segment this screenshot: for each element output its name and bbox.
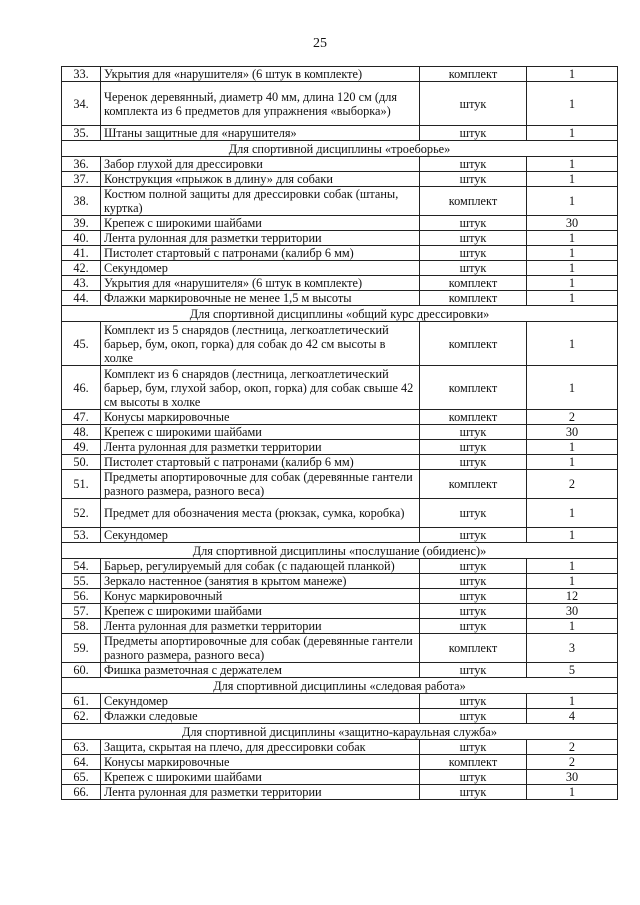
quantity: 1 bbox=[527, 574, 618, 589]
quantity: 1 bbox=[527, 559, 618, 574]
row-number: 44. bbox=[62, 291, 101, 306]
quantity: 1 bbox=[527, 246, 618, 261]
unit-of-measure: штук bbox=[420, 785, 527, 800]
unit-of-measure: штук bbox=[420, 770, 527, 785]
unit-of-measure: штук bbox=[420, 172, 527, 187]
quantity: 5 bbox=[527, 663, 618, 678]
table-row bbox=[62, 455, 618, 470]
section-title: Для спортивной дисциплины «послушание (обидиенс)» bbox=[62, 543, 618, 559]
row-number: 62. bbox=[62, 709, 101, 724]
quantity: 1 bbox=[527, 67, 618, 82]
table-row bbox=[62, 604, 618, 619]
table-row bbox=[62, 291, 618, 306]
row-number: 42. bbox=[62, 261, 101, 276]
quantity: 1 bbox=[527, 440, 618, 455]
quantity: 1 bbox=[527, 619, 618, 634]
table-row bbox=[62, 231, 618, 246]
section-header-row bbox=[62, 543, 618, 559]
row-number: 43. bbox=[62, 276, 101, 291]
unit-of-measure: штук bbox=[420, 157, 527, 172]
row-number: 40. bbox=[62, 231, 101, 246]
row-number: 57. bbox=[62, 604, 101, 619]
row-number: 58. bbox=[62, 619, 101, 634]
quantity: 1 bbox=[527, 126, 618, 141]
quantity: 30 bbox=[527, 425, 618, 440]
unit-of-measure: штук bbox=[420, 574, 527, 589]
unit-of-measure: штук bbox=[420, 246, 527, 261]
table-row bbox=[62, 528, 618, 543]
table-row bbox=[62, 755, 618, 770]
item-name: Конус маркировочный bbox=[101, 589, 420, 604]
quantity: 1 bbox=[527, 366, 618, 410]
unit-of-measure: штук bbox=[420, 82, 527, 126]
item-name: Предметы апортировочные для собак (деревянные гантели разного размера, разного веса) bbox=[101, 634, 420, 663]
item-name: Барьер, регулируемый для собак (с падающей планкой) bbox=[101, 559, 420, 574]
item-name: Крепеж с широкими шайбами bbox=[101, 770, 420, 785]
row-number: 35. bbox=[62, 126, 101, 141]
unit-of-measure: комплект bbox=[420, 187, 527, 216]
unit-of-measure: комплект bbox=[420, 322, 527, 366]
quantity: 30 bbox=[527, 770, 618, 785]
table-row bbox=[62, 770, 618, 785]
row-number: 39. bbox=[62, 216, 101, 231]
table-row bbox=[62, 410, 618, 425]
unit-of-measure: штук bbox=[420, 589, 527, 604]
quantity: 1 bbox=[527, 172, 618, 187]
unit-of-measure: штук bbox=[420, 440, 527, 455]
unit-of-measure: комплект bbox=[420, 67, 527, 82]
table-row bbox=[62, 172, 618, 187]
row-number: 48. bbox=[62, 425, 101, 440]
item-name: Штаны защитные для «нарушителя» bbox=[101, 126, 420, 141]
table-row bbox=[62, 634, 618, 663]
item-name: Укрытия для «нарушителя» (6 штук в комплекте) bbox=[101, 276, 420, 291]
item-name: Крепеж с широкими шайбами bbox=[101, 604, 420, 619]
table-body bbox=[62, 67, 618, 800]
quantity: 2 bbox=[527, 410, 618, 425]
quantity: 1 bbox=[527, 528, 618, 543]
table-row bbox=[62, 82, 618, 126]
section-header-row bbox=[62, 678, 618, 694]
table-row bbox=[62, 187, 618, 216]
row-number: 60. bbox=[62, 663, 101, 678]
quantity: 1 bbox=[527, 231, 618, 246]
quantity: 1 bbox=[527, 276, 618, 291]
item-name: Лента рулонная для разметки территории bbox=[101, 619, 420, 634]
table-row bbox=[62, 67, 618, 82]
item-name: Фишка разметочная с держателем bbox=[101, 663, 420, 678]
section-title: Для спортивной дисциплины «троеборье» bbox=[62, 141, 618, 157]
row-number: 55. bbox=[62, 574, 101, 589]
table-row bbox=[62, 261, 618, 276]
equipment-table bbox=[61, 66, 618, 800]
quantity: 1 bbox=[527, 499, 618, 528]
unit-of-measure: штук bbox=[420, 559, 527, 574]
table-row bbox=[62, 216, 618, 231]
table-row bbox=[62, 709, 618, 724]
quantity: 1 bbox=[527, 187, 618, 216]
row-number: 47. bbox=[62, 410, 101, 425]
item-name: Защита, скрытая на плечо, для дрессировки собак bbox=[101, 740, 420, 755]
item-name: Флажки маркировочные не менее 1,5 м высоты bbox=[101, 291, 420, 306]
row-number: 36. bbox=[62, 157, 101, 172]
unit-of-measure: штук bbox=[420, 499, 527, 528]
item-name: Пистолет стартовый с патронами (калибр 6 мм) bbox=[101, 455, 420, 470]
item-name: Забор глухой для дрессировки bbox=[101, 157, 420, 172]
item-name: Флажки следовые bbox=[101, 709, 420, 724]
item-name: Укрытия для «нарушителя» (6 штук в комплекте) bbox=[101, 67, 420, 82]
row-number: 54. bbox=[62, 559, 101, 574]
table-row bbox=[62, 663, 618, 678]
row-number: 33. bbox=[62, 67, 101, 82]
table-row bbox=[62, 559, 618, 574]
table-row bbox=[62, 126, 618, 141]
unit-of-measure: комплект bbox=[420, 755, 527, 770]
row-number: 61. bbox=[62, 694, 101, 709]
row-number: 45. bbox=[62, 322, 101, 366]
item-name: Секундомер bbox=[101, 694, 420, 709]
table-row bbox=[62, 276, 618, 291]
table-row bbox=[62, 740, 618, 755]
table-row bbox=[62, 499, 618, 528]
unit-of-measure: штук bbox=[420, 425, 527, 440]
quantity: 1 bbox=[527, 157, 618, 172]
row-number: 64. bbox=[62, 755, 101, 770]
item-name: Комплект из 6 снарядов (лестница, легкоатлетический барьер, бум, глухой забор, окоп, горка) для собак свыше 42 см высоты в холке bbox=[101, 366, 420, 410]
row-number: 34. bbox=[62, 82, 101, 126]
item-name: Лента рулонная для разметки территории bbox=[101, 440, 420, 455]
item-name: Зеркало настенное (занятия в крытом манеже) bbox=[101, 574, 420, 589]
quantity: 1 bbox=[527, 322, 618, 366]
unit-of-measure: штук bbox=[420, 663, 527, 678]
section-title: Для спортивной дисциплины «общий курс дрессировки» bbox=[62, 306, 618, 322]
unit-of-measure: штук bbox=[420, 619, 527, 634]
row-number: 59. bbox=[62, 634, 101, 663]
row-number: 56. bbox=[62, 589, 101, 604]
item-name: Лента рулонная для разметки территории bbox=[101, 231, 420, 246]
item-name: Предмет для обозначения места (рюкзак, сумка, коробка) bbox=[101, 499, 420, 528]
section-title: Для спортивной дисциплины «защитно-караульная служба» bbox=[62, 724, 618, 740]
unit-of-measure: комплект bbox=[420, 276, 527, 291]
quantity: 1 bbox=[527, 82, 618, 126]
table-row bbox=[62, 157, 618, 172]
quantity: 1 bbox=[527, 261, 618, 276]
unit-of-measure: штук bbox=[420, 528, 527, 543]
item-name: Костюм полной защиты для дрессировки собак (штаны, куртка) bbox=[101, 187, 420, 216]
item-name: Комплект из 5 снарядов (лестница, легкоатлетический барьер, бум, окоп, горка) для собак до 42 см высоты в холке bbox=[101, 322, 420, 366]
item-name: Лента рулонная для разметки территории bbox=[101, 785, 420, 800]
quantity: 1 bbox=[527, 694, 618, 709]
quantity: 12 bbox=[527, 589, 618, 604]
table-row bbox=[62, 366, 618, 410]
quantity: 2 bbox=[527, 755, 618, 770]
unit-of-measure: штук bbox=[420, 261, 527, 276]
unit-of-measure: комплект bbox=[420, 366, 527, 410]
table-row bbox=[62, 785, 618, 800]
item-name: Черенок деревянный, диаметр 40 мм, длина 120 см (для комплекта из 6 предметов для упражнения «выборка») bbox=[101, 82, 420, 126]
table-row bbox=[62, 246, 618, 261]
table-row bbox=[62, 322, 618, 366]
unit-of-measure: штук bbox=[420, 126, 527, 141]
unit-of-measure: комплект bbox=[420, 410, 527, 425]
quantity: 2 bbox=[527, 470, 618, 499]
unit-of-measure: штук bbox=[420, 216, 527, 231]
item-name: Конусы маркировочные bbox=[101, 755, 420, 770]
item-name: Крепеж с широкими шайбами bbox=[101, 425, 420, 440]
table-row bbox=[62, 694, 618, 709]
row-number: 41. bbox=[62, 246, 101, 261]
unit-of-measure: штук bbox=[420, 604, 527, 619]
row-number: 63. bbox=[62, 740, 101, 755]
quantity: 1 bbox=[527, 291, 618, 306]
section-header-row bbox=[62, 306, 618, 322]
row-number: 53. bbox=[62, 528, 101, 543]
quantity: 1 bbox=[527, 785, 618, 800]
table-row bbox=[62, 589, 618, 604]
row-number: 38. bbox=[62, 187, 101, 216]
item-name: Предметы апортировочные для собак (деревянные гантели разного размера, разного веса) bbox=[101, 470, 420, 499]
section-header-row bbox=[62, 141, 618, 157]
quantity: 2 bbox=[527, 740, 618, 755]
item-name: Пистолет стартовый с патронами (калибр 6 мм) bbox=[101, 246, 420, 261]
section-header-row bbox=[62, 724, 618, 740]
item-name: Секундомер bbox=[101, 528, 420, 543]
quantity: 3 bbox=[527, 634, 618, 663]
quantity: 1 bbox=[527, 455, 618, 470]
row-number: 49. bbox=[62, 440, 101, 455]
row-number: 66. bbox=[62, 785, 101, 800]
unit-of-measure: комплект bbox=[420, 291, 527, 306]
unit-of-measure: комплект bbox=[420, 634, 527, 663]
item-name: Крепеж с широкими шайбами bbox=[101, 216, 420, 231]
item-name: Конусы маркировочные bbox=[101, 410, 420, 425]
table-row bbox=[62, 574, 618, 589]
row-number: 37. bbox=[62, 172, 101, 187]
row-number: 46. bbox=[62, 366, 101, 410]
unit-of-measure: штук bbox=[420, 231, 527, 246]
unit-of-measure: штук bbox=[420, 455, 527, 470]
unit-of-measure: штук bbox=[420, 709, 527, 724]
quantity: 30 bbox=[527, 604, 618, 619]
unit-of-measure: комплект bbox=[420, 470, 527, 499]
unit-of-measure: штук bbox=[420, 694, 527, 709]
quantity: 4 bbox=[527, 709, 618, 724]
row-number: 50. bbox=[62, 455, 101, 470]
table-row bbox=[62, 425, 618, 440]
table-row bbox=[62, 470, 618, 499]
page-number: 25 bbox=[313, 36, 327, 51]
row-number: 51. bbox=[62, 470, 101, 499]
row-number: 52. bbox=[62, 499, 101, 528]
unit-of-measure: штук bbox=[420, 740, 527, 755]
table-row bbox=[62, 619, 618, 634]
section-title: Для спортивной дисциплины «следовая работа» bbox=[62, 678, 618, 694]
item-name: Конструкция «прыжок в длину» для собаки bbox=[101, 172, 420, 187]
quantity: 30 bbox=[527, 216, 618, 231]
item-name: Секундомер bbox=[101, 261, 420, 276]
table-row bbox=[62, 440, 618, 455]
row-number: 65. bbox=[62, 770, 101, 785]
